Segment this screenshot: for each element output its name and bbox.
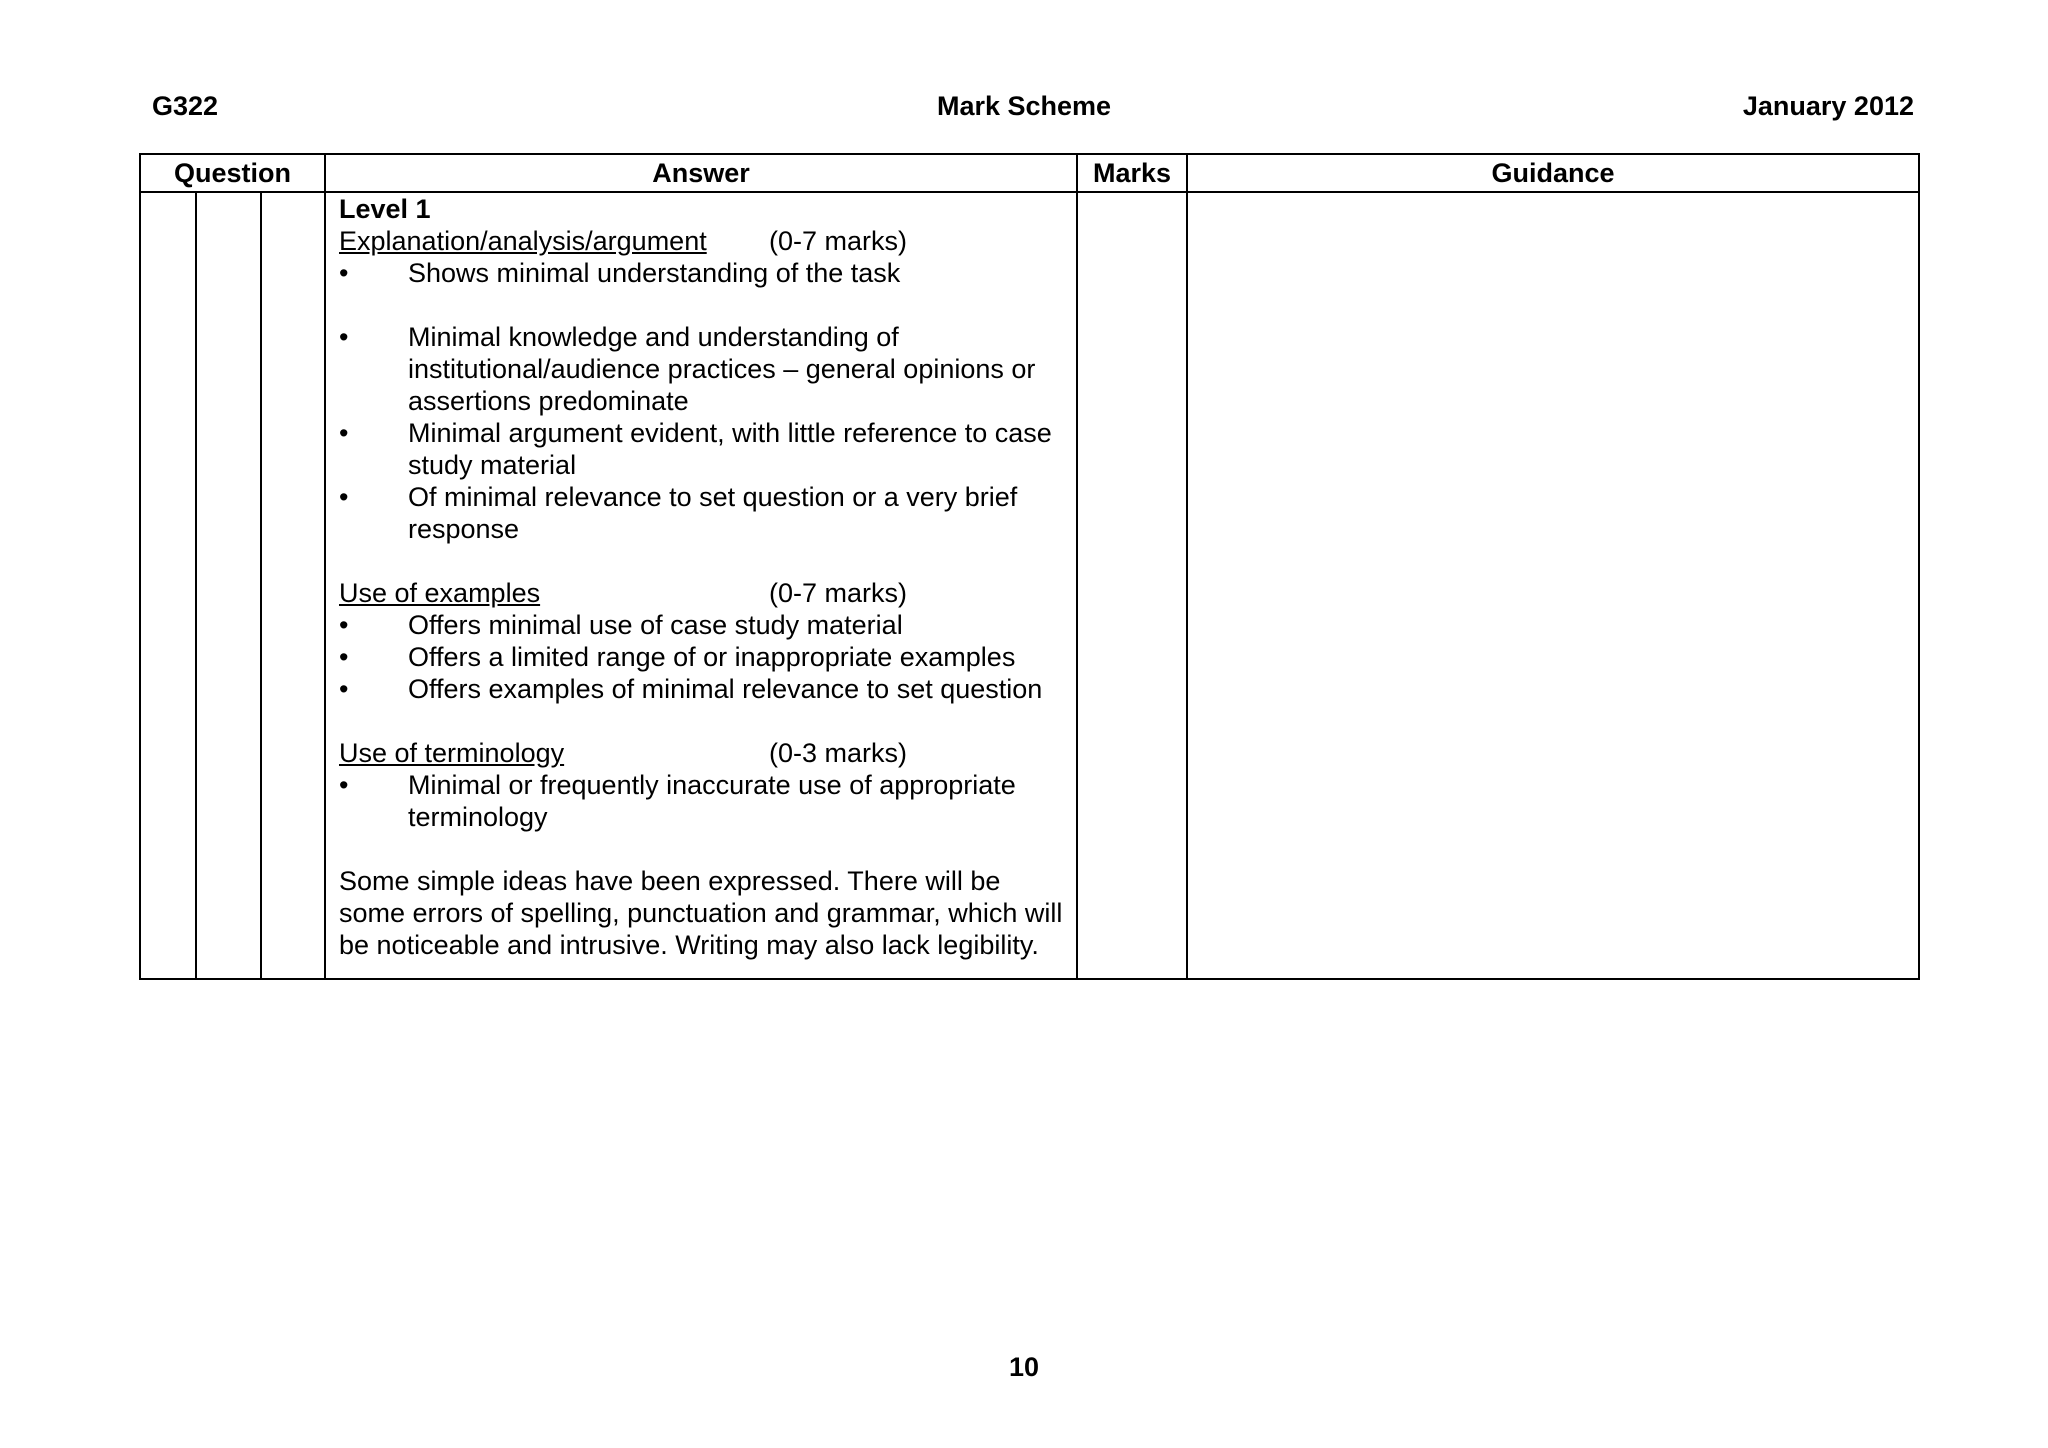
list-item (339, 481, 1064, 545)
exam-date: January 2012 (1742, 91, 1914, 121)
criterion-bullets-examples (339, 609, 1064, 705)
criterion-marks: (0-3 marks) (769, 738, 908, 768)
marks-cell (1077, 192, 1187, 979)
level-heading: Level 1 (339, 194, 431, 224)
list-item (339, 257, 1064, 289)
bullet-icon: • (339, 322, 349, 352)
spacer (339, 545, 1064, 577)
exam-code: G322 (152, 91, 219, 121)
answer-cell (325, 192, 1077, 979)
criterion-bullets-terminology (339, 769, 1064, 833)
criterion-label: Explanation/analysis/argument (339, 226, 707, 256)
spacer (339, 833, 1064, 865)
question-part-cell (196, 192, 261, 979)
criterion-header-explanation (339, 225, 1064, 257)
bullet-text: Offers examples of minimal relevance to set question (408, 674, 1043, 704)
guidance-cell (1187, 192, 1919, 979)
bullet-text: Shows minimal understanding of the task (408, 258, 901, 288)
column-header-marks: Marks (1077, 154, 1187, 192)
bullet-text: Minimal or frequently inaccurate use of appropriate terminology (408, 770, 1016, 832)
document-title: Mark Scheme (936, 91, 1112, 121)
bullet-icon: • (339, 770, 349, 800)
criterion-label: Use of terminology (339, 738, 565, 768)
criterion-marks: (0-7 marks) (769, 578, 908, 608)
bullet-text: Minimal argument evident, with little reference to case study material (408, 418, 1052, 480)
spacer (339, 289, 1064, 321)
criterion-label: Use of examples (339, 578, 541, 608)
column-header-answer: Answer (325, 154, 1077, 192)
criterion-header-examples (339, 577, 1064, 609)
page-number: 10 (1008, 1352, 1040, 1382)
table-header-row (140, 154, 1919, 192)
question-number-cell (140, 192, 196, 979)
column-header-question: Question (140, 154, 325, 192)
criterion-marks: (0-7 marks) (769, 226, 908, 256)
list-item (339, 417, 1064, 481)
list-item (339, 321, 1064, 417)
bullet-icon: • (339, 674, 349, 704)
bullet-icon: • (339, 610, 349, 640)
list-item (339, 673, 1064, 705)
bullet-icon: • (339, 482, 349, 512)
bullet-text: Of minimal relevance to set question or a very brief response (408, 482, 1018, 544)
list-item (339, 641, 1064, 673)
bullet-text: Minimal knowledge and understanding of institutional/audience practices – general opinions or assertions predominate (408, 322, 1036, 416)
spacer (339, 705, 1064, 737)
list-item (339, 609, 1064, 641)
bullet-icon: • (339, 418, 349, 448)
bullet-icon: • (339, 258, 349, 288)
criterion-header-terminology (339, 737, 1064, 769)
bullet-icon: • (339, 642, 349, 672)
mark-scheme-table (139, 153, 1920, 980)
table-row (140, 192, 1919, 979)
bullet-text: Offers a limited range of or inappropriate examples (408, 642, 1016, 672)
question-subpart-cell (261, 192, 325, 979)
bullet-text: Offers minimal use of case study material (408, 610, 903, 640)
list-item (339, 769, 1064, 833)
quality-of-writing-summary: Some simple ideas have been expressed. There will be some errors of spelling, punctuation and grammar, which will be noticeable and intrusive. Writing may also lack legibility. (339, 866, 1063, 960)
criterion-bullets-explanation (339, 257, 1064, 545)
column-header-guidance: Guidance (1187, 154, 1919, 192)
